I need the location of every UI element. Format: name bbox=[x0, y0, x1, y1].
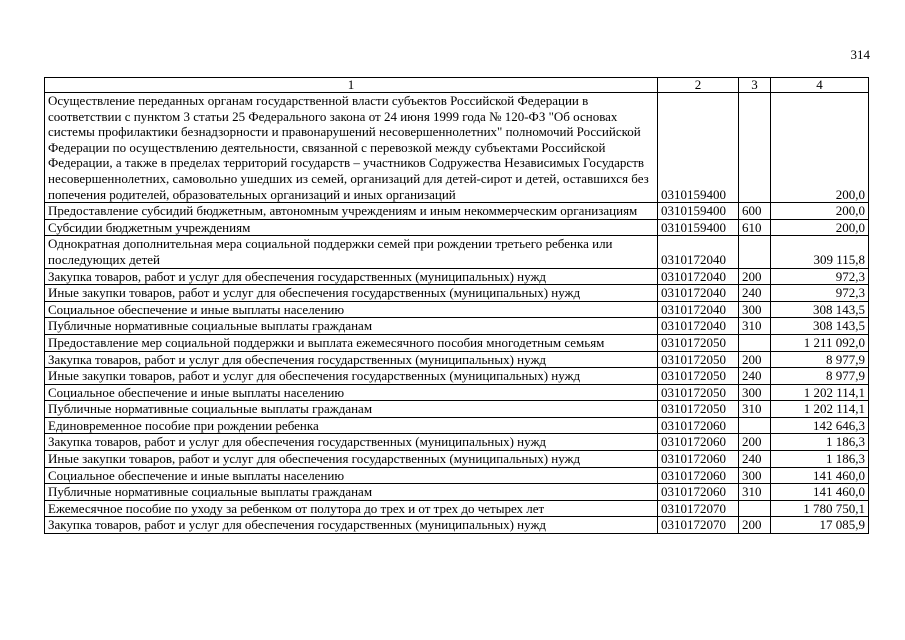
row-code-cell: 0310172040 bbox=[658, 301, 739, 318]
row-name-cell: Единовременное пособие при рождении ребенка bbox=[45, 417, 658, 434]
row-code-cell: 0310159400 bbox=[658, 203, 739, 220]
table-row bbox=[45, 517, 869, 534]
row-code-cell: 0310172060 bbox=[658, 484, 739, 501]
row-type-cell: 610 bbox=[739, 219, 771, 236]
table-row bbox=[45, 93, 869, 203]
row-sum-cell: 8 977,9 bbox=[771, 351, 869, 368]
row-sum-cell: 1 186,3 bbox=[771, 451, 869, 468]
row-code-cell: 0310172050 bbox=[658, 401, 739, 418]
row-name-cell: Закупка товаров, работ и услуг для обеспечения государственных (муниципальных) нужд bbox=[45, 268, 658, 285]
table-row bbox=[45, 401, 869, 418]
row-code-cell: 0310172060 bbox=[658, 434, 739, 451]
row-sum-cell: 1 202 114,1 bbox=[771, 384, 869, 401]
row-name-cell: Ежемесячное пособие по уходу за ребенком от полутора до трех и от трех до четырех лет bbox=[45, 500, 658, 517]
table-row bbox=[45, 434, 869, 451]
row-sum-cell: 308 143,5 bbox=[771, 318, 869, 335]
row-name-cell: Иные закупки товаров, работ и услуг для обеспечения государственных (муниципальных) нужд bbox=[45, 368, 658, 385]
row-type-cell: 300 bbox=[739, 301, 771, 318]
row-code-cell: 0310172040 bbox=[658, 318, 739, 335]
table-row bbox=[45, 318, 869, 335]
header-col-2: 2 bbox=[658, 78, 739, 93]
row-name-cell: Закупка товаров, работ и услуг для обеспечения государственных (муниципальных) нужд bbox=[45, 517, 658, 534]
row-code-cell: 0310159400 bbox=[658, 219, 739, 236]
row-sum-cell: 200,0 bbox=[771, 203, 869, 220]
row-type-cell: 300 bbox=[739, 467, 771, 484]
table-header-row bbox=[45, 78, 869, 93]
row-sum-cell: 1 202 114,1 bbox=[771, 401, 869, 418]
row-type-cell: 310 bbox=[739, 484, 771, 501]
row-name-cell: Публичные нормативные социальные выплаты гражданам bbox=[45, 318, 658, 335]
row-type-cell bbox=[739, 93, 771, 203]
header-col-4: 4 bbox=[771, 78, 869, 93]
row-type-cell: 240 bbox=[739, 368, 771, 385]
row-sum-cell: 17 085,9 bbox=[771, 517, 869, 534]
row-sum-cell: 972,3 bbox=[771, 285, 869, 302]
table-row bbox=[45, 484, 869, 501]
row-name-cell: Закупка товаров, работ и услуг для обеспечения государственных (муниципальных) нужд bbox=[45, 434, 658, 451]
table-row bbox=[45, 500, 869, 517]
table-row bbox=[45, 368, 869, 385]
row-name-cell: Социальное обеспечение и иные выплаты населению bbox=[45, 384, 658, 401]
row-sum-cell: 309 115,8 bbox=[771, 236, 869, 268]
row-name-cell: Публичные нормативные социальные выплаты гражданам bbox=[45, 484, 658, 501]
row-code-cell: 0310172050 bbox=[658, 368, 739, 385]
row-sum-cell: 141 460,0 bbox=[771, 467, 869, 484]
table-row bbox=[45, 417, 869, 434]
row-name-cell: Иные закупки товаров, работ и услуг для обеспечения государственных (муниципальных) нужд bbox=[45, 285, 658, 302]
row-type-cell bbox=[739, 334, 771, 351]
table-row bbox=[45, 236, 869, 268]
table-row bbox=[45, 384, 869, 401]
row-type-cell: 600 bbox=[739, 203, 771, 220]
row-code-cell: 0310172050 bbox=[658, 334, 739, 351]
header-col-1: 1 bbox=[45, 78, 658, 93]
row-code-cell: 0310172070 bbox=[658, 517, 739, 534]
row-name-cell: Осуществление переданных органам государственной власти субъектов Российской Федерации в соответствии с пунктом 3 статьи 25 Федерального закона от 24 июня 1999 года № 120-ФЗ "Об основах системы профилактики безнадзорности и правонарушений несовершеннолетних" полномочий Российской Федерации по осуществлению деятельности, связанной с перевозкой между субъектами Российской Федерации, а также в пределах территорий государств – участников Содружества Независимых Государств несовершеннолетних, самовольно ушедших из семей, организаций для детей-сирот и детей, оставшихся без попечения родителей, образовательных организаций и иных организаций bbox=[45, 93, 658, 203]
row-name-cell: Однократная дополнительная мера социальной поддержки семей при рождении третьего ребенка или последующих детей bbox=[45, 236, 658, 268]
row-code-cell: 0310172050 bbox=[658, 351, 739, 368]
row-code-cell: 0310159400 bbox=[658, 93, 739, 203]
row-type-cell bbox=[739, 417, 771, 434]
table-row bbox=[45, 301, 869, 318]
row-sum-cell: 8 977,9 bbox=[771, 368, 869, 385]
row-type-cell: 200 bbox=[739, 517, 771, 534]
row-name-cell: Социальное обеспечение и иные выплаты населению bbox=[45, 467, 658, 484]
row-name-cell: Иные закупки товаров, работ и услуг для обеспечения государственных (муниципальных) нужд bbox=[45, 451, 658, 468]
row-name-cell: Предоставление мер социальной поддержки и выплата ежемесячного пособия многодетным семьям bbox=[45, 334, 658, 351]
row-sum-cell: 972,3 bbox=[771, 268, 869, 285]
row-name-cell: Предоставление субсидий бюджетным, автономным учреждениям и иным некоммерческим организациям bbox=[45, 203, 658, 220]
row-name-cell: Субсидии бюджетным учреждениям bbox=[45, 219, 658, 236]
row-code-cell: 0310172040 bbox=[658, 268, 739, 285]
row-sum-cell: 141 460,0 bbox=[771, 484, 869, 501]
row-type-cell: 200 bbox=[739, 434, 771, 451]
row-type-cell: 310 bbox=[739, 401, 771, 418]
table-row bbox=[45, 467, 869, 484]
table-row bbox=[45, 203, 869, 220]
table-row bbox=[45, 351, 869, 368]
row-type-cell: 300 bbox=[739, 384, 771, 401]
row-code-cell: 0310172070 bbox=[658, 500, 739, 517]
row-type-cell: 240 bbox=[739, 285, 771, 302]
table-body bbox=[45, 93, 869, 534]
row-sum-cell: 1 186,3 bbox=[771, 434, 869, 451]
row-type-cell: 310 bbox=[739, 318, 771, 335]
row-code-cell: 0310172040 bbox=[658, 236, 739, 268]
row-name-cell: Социальное обеспечение и иные выплаты населению bbox=[45, 301, 658, 318]
row-type-cell: 200 bbox=[739, 351, 771, 368]
row-sum-cell: 142 646,3 bbox=[771, 417, 869, 434]
row-type-cell: 200 bbox=[739, 268, 771, 285]
row-code-cell: 0310172050 bbox=[658, 384, 739, 401]
table-row bbox=[45, 334, 869, 351]
table-row bbox=[45, 451, 869, 468]
row-type-cell: 240 bbox=[739, 451, 771, 468]
header-col-3: 3 bbox=[739, 78, 771, 93]
budget-table bbox=[44, 77, 869, 534]
table-row bbox=[45, 268, 869, 285]
row-name-cell: Публичные нормативные социальные выплаты гражданам bbox=[45, 401, 658, 418]
row-sum-cell: 200,0 bbox=[771, 219, 869, 236]
row-code-cell: 0310172040 bbox=[658, 285, 739, 302]
row-sum-cell: 308 143,5 bbox=[771, 301, 869, 318]
row-type-cell bbox=[739, 236, 771, 268]
row-code-cell: 0310172060 bbox=[658, 467, 739, 484]
row-sum-cell: 200,0 bbox=[771, 93, 869, 203]
table-row bbox=[45, 219, 869, 236]
row-sum-cell: 1 211 092,0 bbox=[771, 334, 869, 351]
row-name-cell: Закупка товаров, работ и услуг для обеспечения государственных (муниципальных) нужд bbox=[45, 351, 658, 368]
row-code-cell: 0310172060 bbox=[658, 417, 739, 434]
row-type-cell bbox=[739, 500, 771, 517]
row-code-cell: 0310172060 bbox=[658, 451, 739, 468]
table-row bbox=[45, 285, 869, 302]
page-number: 314 bbox=[850, 47, 870, 62]
row-sum-cell: 1 780 750,1 bbox=[771, 500, 869, 517]
